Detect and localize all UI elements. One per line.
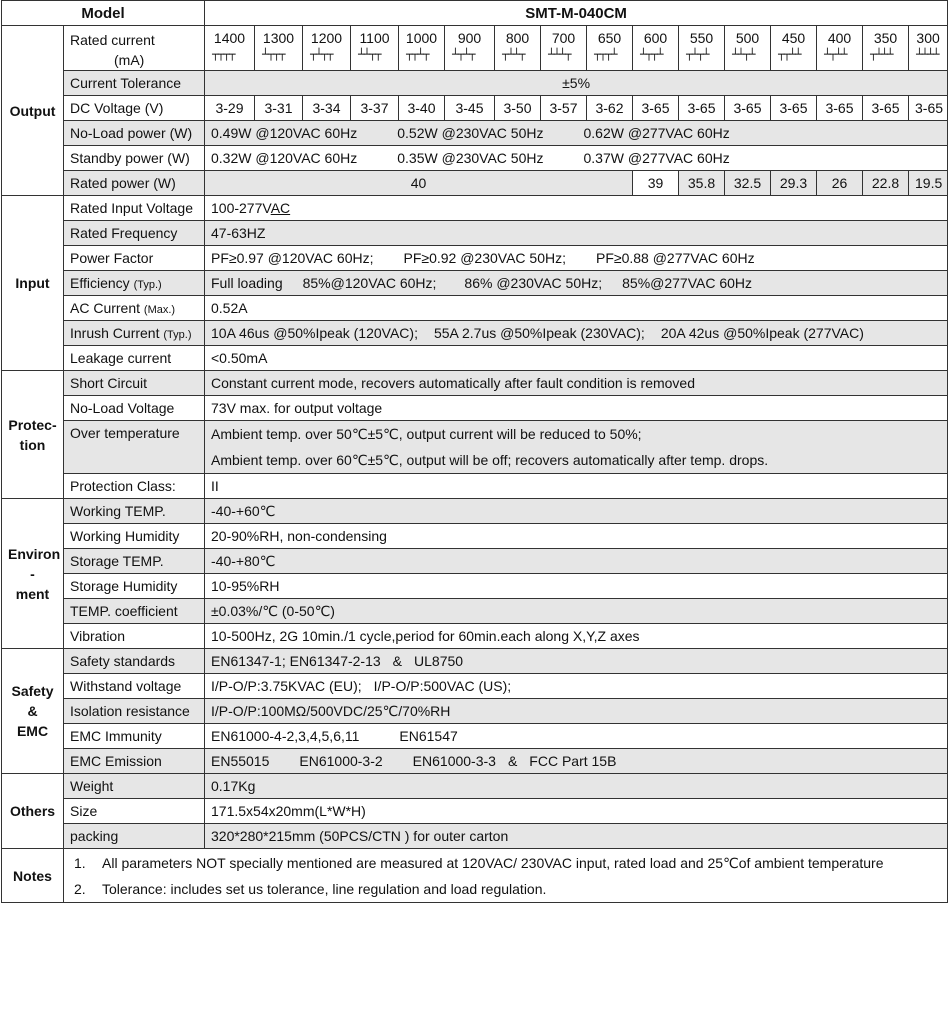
dc-voltage-row (2, 96, 948, 121)
size-row (2, 799, 948, 824)
vibration-label: Vibration (64, 624, 205, 649)
dip-switch-icon: ┴┴┬┴ (732, 48, 755, 61)
emc-immunity-label: EMC Immunity (64, 724, 205, 749)
dc-voltage-cell: 3-40 (399, 96, 445, 121)
protection-class-row (2, 474, 948, 499)
dip-switch-icon: ┴┬┴┴ (824, 48, 847, 61)
dip-switch-icon: ┬┬┬┬ (212, 48, 235, 61)
dc-voltage-cell: 3-37 (351, 96, 399, 121)
dc-voltage-cell: 3-65 (725, 96, 771, 121)
dip-switch-icon: ┴┬┬┬ (262, 48, 285, 61)
dc-voltage-cell: 3-29 (205, 96, 255, 121)
rated-current-cell: 500 ┴┴┬┴ (725, 26, 771, 71)
isolation-resistance-value: I/P-O/P:100MΩ/500VDC/25℃/70%RH (205, 699, 948, 724)
category-environment: Environ - ment (2, 499, 64, 649)
rated-power-cell: 35.8 (679, 171, 725, 196)
packing-row (2, 824, 948, 849)
power-factor-value: PF≥0.97 @120VAC 60Hz; PF≥0.92 @230VAC 50Hz; PF≥0.88 @277VAC 60Hz (205, 246, 948, 271)
rated-current-cell: 550 ┬┴┬┴ (679, 26, 725, 71)
dc-voltage-label: DC Voltage (V) (64, 96, 205, 121)
dip-switch-icon: ┬┴┴┬ (502, 48, 525, 61)
over-temperature-label: Over temperature (64, 421, 205, 474)
category-safety-emc: Safety & EMC (2, 649, 64, 774)
no-load-power-row (2, 121, 948, 146)
ac-current-label: AC Current (Max.) (64, 296, 205, 321)
rated-power-label: Rated power (W) (64, 171, 205, 196)
rated-current-label: Rated current (mA) (64, 26, 205, 71)
dip-switch-icon: ┴┬┴┬ (452, 48, 475, 61)
temp-coefficient-value: ±0.03%/℃ (0-50℃) (205, 599, 948, 624)
efficiency-label: Efficiency (Typ.) (64, 271, 205, 296)
notes-row (2, 849, 948, 903)
standby-power-row (2, 146, 948, 171)
rated-power-merged: 40 (205, 171, 633, 196)
dip-switch-icon: ┬┬┬┴ (594, 48, 617, 61)
storage-humidity-label: Storage Humidity (64, 574, 205, 599)
packing-value: 320*280*215mm (50PCS/CTN ) for outer carton (205, 824, 948, 849)
emc-immunity-row (2, 724, 948, 749)
rated-frequency-label: Rated Frequency (64, 221, 205, 246)
dc-voltage-cell: 3-57 (541, 96, 587, 121)
short-circuit-row (2, 371, 948, 396)
dip-switch-icon: ┬┬┴┬ (406, 48, 429, 61)
rated-current-row (2, 26, 948, 71)
notes-text: 1. All parameters NOT specially mentioned are measured at 120VAC/ 230VAC input, rated load and 25℃of ambient temperature 2. Tolerance: includes set us tolerance, line regulation and load regulation. (64, 849, 948, 903)
no-load-voltage-label: No-Load Voltage (64, 396, 205, 421)
dip-switch-icon: ┴┬┬┴ (640, 48, 663, 61)
protection-class-label: Protection Class: (64, 474, 205, 499)
short-circuit-value: Constant current mode, recovers automatically after fault condition is removed (205, 371, 948, 396)
rated-current-cell: 1300 ┴┬┬┬ (255, 26, 303, 71)
model-label: Model (2, 1, 205, 26)
working-humidity-row (2, 524, 948, 549)
rated-power-cell: 19.5 (909, 171, 948, 196)
note-2: Tolerance: includes set us tolerance, line regulation and load regulation. (102, 880, 547, 897)
inrush-current-label: Inrush Current (Typ.) (64, 321, 205, 346)
temp-coefficient-label: TEMP. coefficient (64, 599, 205, 624)
dc-voltage-cell: 3-45 (445, 96, 495, 121)
short-circuit-label: Short Circuit (64, 371, 205, 396)
note-1: All parameters NOT specially mentioned are measured at 120VAC/ 230VAC input, rated load and 25℃of ambient temperature (102, 854, 884, 871)
ac-current-row (2, 296, 948, 321)
weight-row (2, 774, 948, 799)
emc-emission-row (2, 749, 948, 774)
withstand-voltage-value: I/P-O/P:3.75KVAC (EU); I/P-O/P:500VAC (US); (205, 674, 948, 699)
safety-standards-label: Safety standards (64, 649, 205, 674)
storage-temp-label: Storage TEMP. (64, 549, 205, 574)
rated-power-cell: 32.5 (725, 171, 771, 196)
dc-voltage-cell: 3-65 (863, 96, 909, 121)
size-label: Size (64, 799, 205, 824)
category-others: Others (2, 774, 64, 849)
power-factor-row (2, 246, 948, 271)
size-value: 171.5x54x20mm(L*W*H) (205, 799, 948, 824)
weight-value: 0.17Kg (205, 774, 948, 799)
emc-immunity-value: EN61000-4-2,3,4,5,6,11 EN61547 (205, 724, 948, 749)
no-load-power-label: No-Load power (W) (64, 121, 205, 146)
over-temperature-value: Ambient temp. over 50℃±5℃, output current will be reduced to 50%; Ambient temp. over 60℃±5℃, output will be off; recovers automatically after temp. drops. (205, 421, 948, 474)
efficiency-value: Full loading 85%@120VAC 60Hz; 86% @230VAC 50Hz; 85%@277VAC 60Hz (205, 271, 948, 296)
rated-power-cell: 39 (633, 171, 679, 196)
rated-current-cell: 450 ┬┬┴┴ (771, 26, 817, 71)
leakage-current-value: <0.50mA (205, 346, 948, 371)
protection-class-value: II (205, 474, 948, 499)
storage-humidity-value: 10-95%RH (205, 574, 948, 599)
rated-input-voltage-value: 100-277VAC (205, 196, 948, 221)
emc-emission-label: EMC Emission (64, 749, 205, 774)
isolation-resistance-label: Isolation resistance (64, 699, 205, 724)
rated-current-cell: 350 ┬┴┴┴ (863, 26, 909, 71)
category-notes: Notes (2, 849, 64, 903)
over-temperature-row (2, 421, 948, 474)
rated-current-cell: 1000 ┬┬┴┬ (399, 26, 445, 71)
dc-voltage-cell: 3-50 (495, 96, 541, 121)
rated-frequency-value: 47-63HZ (205, 221, 948, 246)
dc-voltage-cell: 3-65 (909, 96, 948, 121)
rated-power-cell: 26 (817, 171, 863, 196)
storage-humidity-row (2, 574, 948, 599)
dip-switch-icon: ┴┴┴┬ (548, 48, 571, 61)
rated-current-cell: 1400 ┬┬┬┬ (205, 26, 255, 71)
current-tolerance-label: Current Tolerance (64, 71, 205, 96)
rated-current-cell: 800 ┬┴┴┬ (495, 26, 541, 71)
temp-coefficient-row (2, 599, 948, 624)
packing-label: packing (64, 824, 205, 849)
rated-current-cell: 300 ┴┴┴┴ (909, 26, 948, 71)
dip-switch-icon: ┬┴┬┬ (310, 48, 333, 61)
model-value: SMT-M-040CM (205, 1, 948, 26)
rated-power-cell: 22.8 (863, 171, 909, 196)
rated-power-cell: 29.3 (771, 171, 817, 196)
safety-standards-row (2, 649, 948, 674)
spec-table (1, 0, 948, 903)
current-tolerance-value: ±5% (205, 71, 948, 96)
leakage-current-row (2, 346, 948, 371)
rated-current-cell: 600 ┴┬┬┴ (633, 26, 679, 71)
power-factor-label: Power Factor (64, 246, 205, 271)
working-humidity-label: Working Humidity (64, 524, 205, 549)
isolation-resistance-row (2, 699, 948, 724)
standby-power-value: 0.32W @120VAC 60Hz 0.35W @230VAC 50Hz 0.37W @277VAC 60Hz (205, 146, 948, 171)
withstand-voltage-row (2, 674, 948, 699)
efficiency-row (2, 271, 948, 296)
dc-voltage-cell: 3-65 (633, 96, 679, 121)
storage-temp-value: -40-+80℃ (205, 549, 948, 574)
rated-current-cell: 400 ┴┬┴┴ (817, 26, 863, 71)
no-load-voltage-row (2, 396, 948, 421)
ac-current-value: 0.52A (205, 296, 948, 321)
dc-voltage-cell: 3-65 (817, 96, 863, 121)
inrush-current-row (2, 321, 948, 346)
category-input: Input (2, 196, 64, 371)
rated-power-row (2, 171, 948, 196)
rated-current-cell: 700 ┴┴┴┬ (541, 26, 587, 71)
dip-switch-icon: ┬┴┴┴ (870, 48, 893, 61)
working-humidity-value: 20-90%RH, non-condensing (205, 524, 948, 549)
dc-voltage-cell: 3-65 (771, 96, 817, 121)
dip-switch-icon: ┴┴┴┴ (916, 48, 939, 61)
rated-current-cell: 1200 ┬┴┬┬ (303, 26, 351, 71)
dc-voltage-cell: 3-62 (587, 96, 633, 121)
current-tolerance-row (2, 71, 948, 96)
rated-input-voltage-label: Rated Input Voltage (64, 196, 205, 221)
rated-current-cell: 1100 ┴┴┬┬ (351, 26, 399, 71)
dip-switch-icon: ┬┬┴┴ (778, 48, 801, 61)
working-temp-row (2, 499, 948, 524)
withstand-voltage-label: Withstand voltage (64, 674, 205, 699)
standby-power-label: Standby power (W) (64, 146, 205, 171)
no-load-voltage-value: 73V max. for output voltage (205, 396, 948, 421)
dip-switch-icon: ┬┴┬┴ (686, 48, 709, 61)
rated-frequency-row (2, 221, 948, 246)
emc-emission-value: EN55015 EN61000-3-2 EN61000-3-3 & FCC Part 15B (205, 749, 948, 774)
inrush-current-value: 10A 46us @50%Ipeak (120VAC); 55A 2.7us @50%Ipeak (230VAC); 20A 42us @50%Ipeak (277VAC) (205, 321, 948, 346)
dc-voltage-cell: 3-31 (255, 96, 303, 121)
header-row (2, 1, 948, 26)
working-temp-value: -40-+60℃ (205, 499, 948, 524)
leakage-current-label: Leakage current (64, 346, 205, 371)
rated-current-cell: 650 ┬┬┬┴ (587, 26, 633, 71)
storage-temp-row (2, 549, 948, 574)
no-load-power-value: 0.49W @120VAC 60Hz 0.52W @230VAC 50Hz 0.62W @277VAC 60Hz (205, 121, 948, 146)
rated-current-cell: 900 ┴┬┴┬ (445, 26, 495, 71)
category-output: Output (2, 26, 64, 196)
vibration-row (2, 624, 948, 649)
vibration-value: 10-500Hz, 2G 10min./1 cycle,period for 60min.each along X,Y,Z axes (205, 624, 948, 649)
rated-input-voltage-row (2, 196, 948, 221)
dc-voltage-cell: 3-65 (679, 96, 725, 121)
safety-standards-value: EN61347-1; EN61347-2-13 & UL8750 (205, 649, 948, 674)
dc-voltage-cell: 3-34 (303, 96, 351, 121)
category-protection: Protec- tion (2, 371, 64, 499)
dip-switch-icon: ┴┴┬┬ (358, 48, 381, 61)
weight-label: Weight (64, 774, 205, 799)
working-temp-label: Working TEMP. (64, 499, 205, 524)
